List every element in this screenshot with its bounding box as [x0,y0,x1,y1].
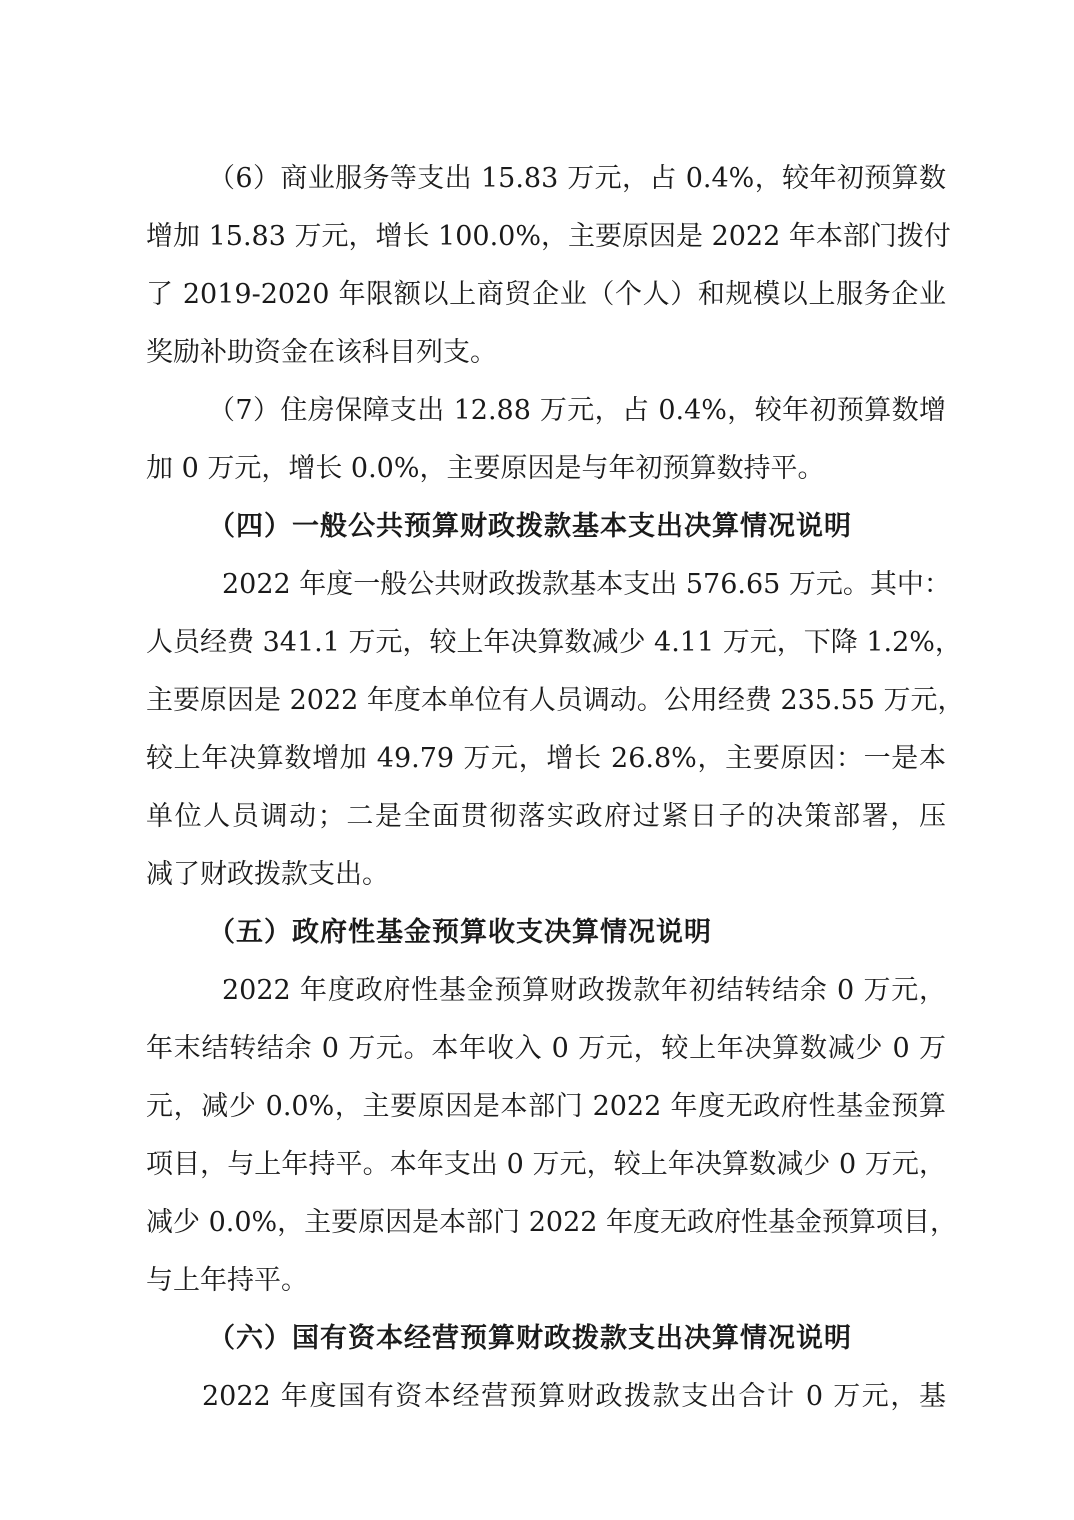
paragraph-line: 2022 年度政府性基金预算财政拨款年初结转结余 0 万元， [222,975,946,1006]
paragraph-line: 减少 0.0%，主要原因是本部门 2022 年度无政府性基金预算项目， [146,1207,958,1238]
paragraph-line: 减了财政拨款支出。 [146,859,389,890]
paragraph-line: 2022 年度一般公共财政拨款基本支出 576.65 万元。其中： [222,569,951,600]
paragraph-line: 加 0 万元，增长 0.0%，主要原因是与年初预算数持平。 [146,453,825,484]
paragraph-line: 项目，与上年持平。本年支出 0 万元，较上年决算数减少 0 万元， [146,1149,946,1180]
paragraph-line: 较上年决算数增加 49.79 万元，增长 26.8%，主要原因：一是本 [146,743,946,774]
paragraph-line: （7）住房保障支出 12.88 万元，占 0.4%，较年初预算数增 [208,395,946,426]
paragraph-line: 年末结转结余 0 万元。本年收入 0 万元，较上年决算数减少 0 万 [146,1033,946,1064]
paragraph-line: 元，减少 0.0%，主要原因是本部门 2022 年度无政府性基金预算 [146,1091,946,1122]
paragraph-line: 奖励补助资金在该科目列支。 [146,337,497,368]
paragraph-line: 2022 年度国有资本经营预算财政拨款支出合计 0 万元，基 [202,1381,946,1412]
section-heading: （五）政府性基金预算收支决算情况说明 [208,917,712,948]
document-body [146,150,965,1426]
paragraph-line: （6）商业服务等支出 15.83 万元，占 0.4%，较年初预算数 [208,163,946,194]
paragraph-line: 了 2019-2020 年限额以上商贸企业（个人）和规模以上服务企业 [146,279,946,310]
section-heading: （六）国有资本经营预算财政拨款支出决算情况说明 [208,1323,852,1354]
paragraph-line: 与上年持平。 [146,1265,308,1296]
paragraph-line: 人员经费 341.1 万元，较上年决算数减少 4.11 万元，下降 1.2%， [146,627,962,658]
paragraph-line: 单位人员调动；二是全面贯彻落实政府过紧日子的决策部署，压 [146,801,946,832]
paragraph-line: 增加 15.83 万元，增长 100.0%，主要原因是 2022 年本部门拨付 [146,221,951,252]
paragraph-line: 主要原因是 2022 年度本单位有人员调动。公用经费 235.55 万元， [146,685,965,716]
section-heading: （四）一般公共预算财政拨款基本支出决算情况说明 [208,511,852,542]
